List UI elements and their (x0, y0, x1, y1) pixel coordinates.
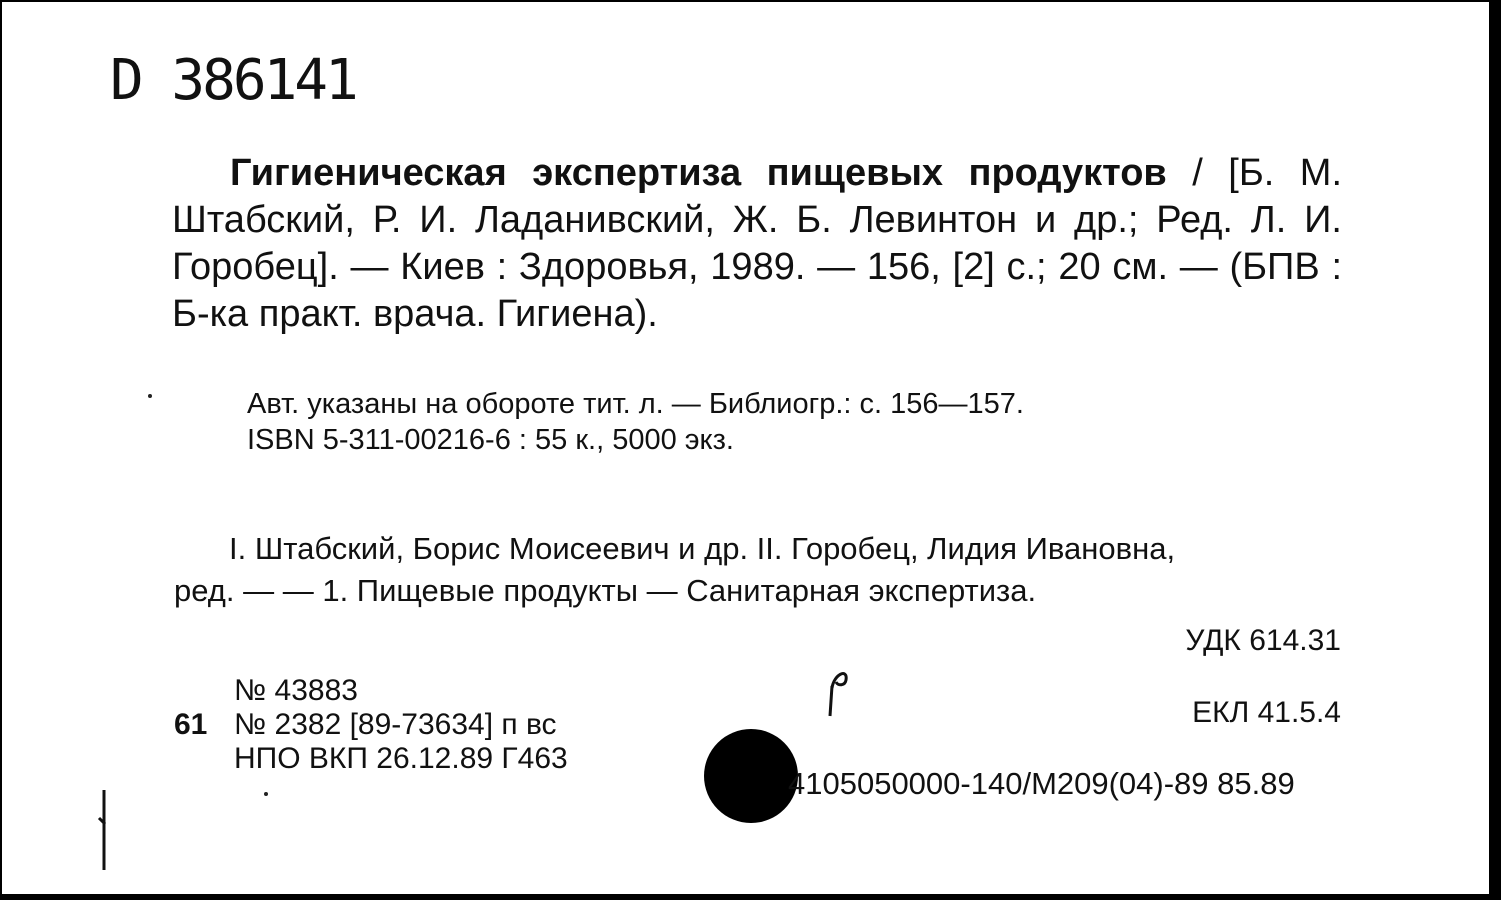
tracings (174, 528, 1346, 612)
notes-line-authors: Авт. указаны на обороте тит. л. — Библиогр.: с. 156—157. (247, 388, 1024, 420)
bibliographic-description: / [Б. М. Штабский, Р. И. Ладанивский, Ж. Б. Левинтон и др.; Ред. Л. И. Горобец]. — Киев : Здоровья, 1989. — 156, [2] с.; 20 см. — (БПВ : Б-ка практ. врача. Гигиена). (172, 152, 1343, 335)
book-title: Гигиеническая экспертиза пищевых продуктов (230, 152, 1167, 194)
call-number: D 386141 (110, 48, 356, 113)
registration-line-1: № 43883 (234, 674, 358, 707)
margin-mark-icon (96, 790, 110, 870)
speck-dot (148, 394, 152, 398)
udk-classification: УДК 614.31 (1185, 624, 1341, 657)
registration-block (174, 674, 568, 776)
handwritten-mark-icon (820, 666, 860, 718)
punch-hole (704, 729, 798, 823)
catalog-code: 4105050000-140/М209(04)-89 85.89 (788, 766, 1295, 801)
registration-prefix: 61 (174, 708, 208, 741)
catalog-card (2, 2, 1497, 898)
notes-line-isbn: ISBN 5-311-00216-6 : 55 к., 5000 экз. (247, 424, 734, 456)
registration-line-2: № 2382 [89-73634] п вс (234, 708, 557, 741)
speck-dot (264, 792, 268, 796)
notes (247, 386, 1024, 458)
tracings-line-1: I. Штабский, Борис Моисеевич и др. II. Горобец, Лидия Ивановна, (229, 531, 1176, 566)
main-entry (172, 150, 1342, 338)
ekl-classification: ЕКЛ 41.5.4 (1192, 696, 1341, 729)
registration-line-3: НПО ВКП 26.12.89 Г463 (234, 742, 568, 775)
tracings-line-2: ред. — — 1. Пищевые продукты — Санитарная экспертиза. (174, 573, 1037, 608)
